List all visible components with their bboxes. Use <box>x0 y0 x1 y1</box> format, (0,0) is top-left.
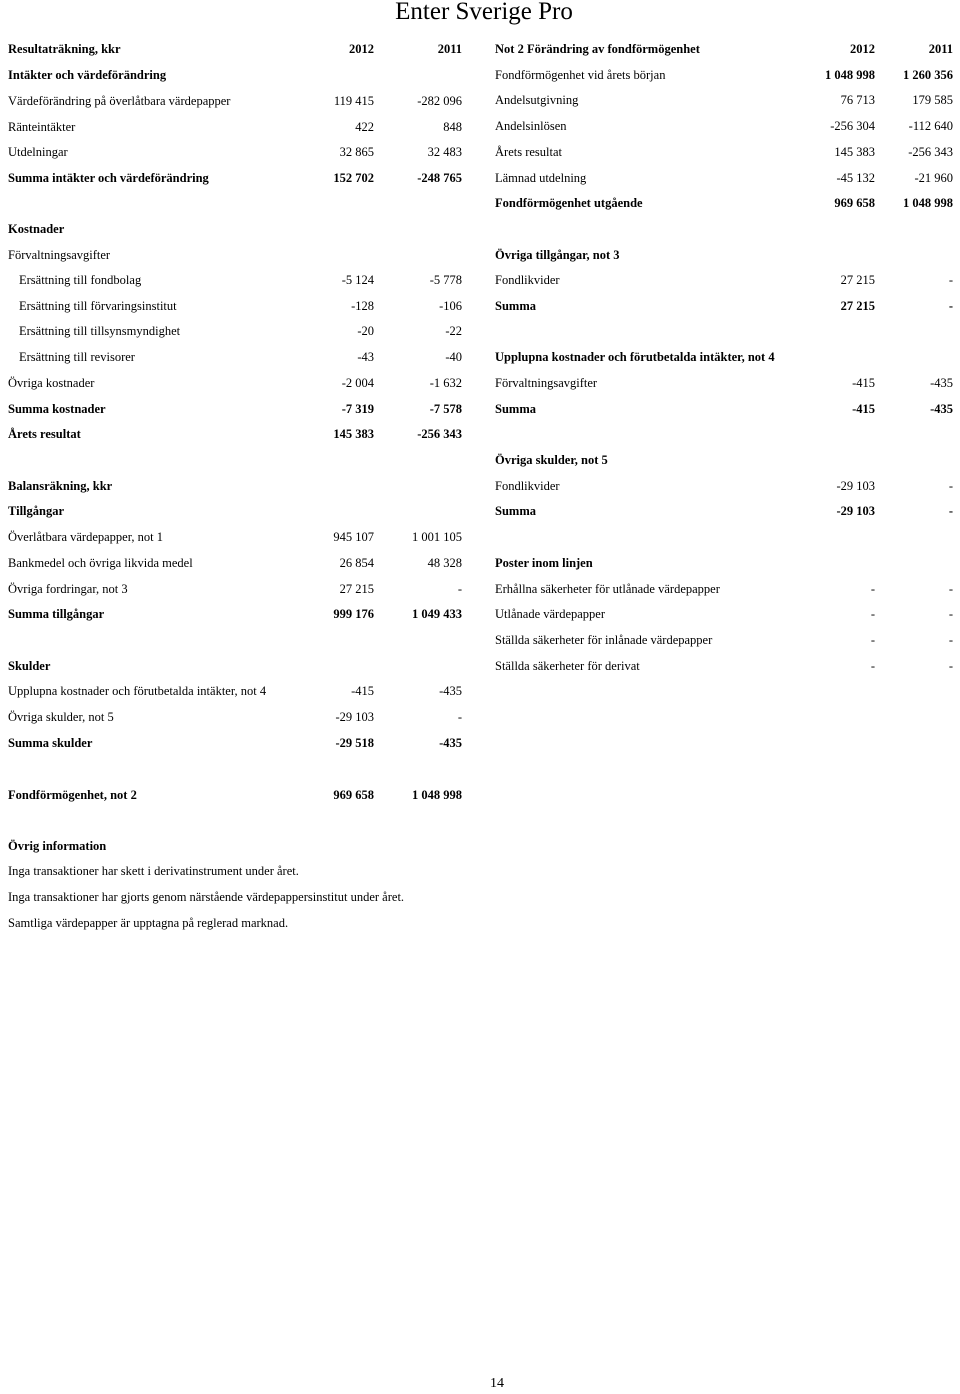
row-label: Övriga tillgångar, not 3 <box>495 248 620 262</box>
value-2012: 32 865 <box>339 145 374 159</box>
left-row <box>8 40 462 58</box>
left-row <box>8 708 462 726</box>
row-label: Värdeförändring på överlåtbara värdepapper <box>8 94 231 108</box>
row-label: Upplupna kostnader och förutbetalda intäkter, not 4 <box>8 684 267 698</box>
value-2012: 422 <box>355 120 374 134</box>
right-row <box>495 169 953 187</box>
row-label: Tillgångar <box>8 504 65 518</box>
value-2012: 27 215 <box>840 273 875 287</box>
value-2011: -435 <box>439 684 462 698</box>
value-2012: -45 132 <box>836 171 875 185</box>
row-label: Ränteintäkter <box>8 120 76 134</box>
left-row <box>8 118 462 136</box>
right-row <box>495 271 953 289</box>
right-row <box>495 451 953 469</box>
value-2011: -5 778 <box>429 273 462 287</box>
row-label: Förvaltningsavgifter <box>495 376 598 390</box>
value-2011: -22 <box>445 324 462 338</box>
value-2011: -21 960 <box>914 171 953 185</box>
left-row <box>8 220 462 238</box>
value-2012: -20 <box>357 324 374 338</box>
right-row <box>495 40 953 58</box>
value-2012: 1 048 998 <box>825 68 875 82</box>
left-row <box>8 862 462 880</box>
value-2012: -29 518 <box>335 736 374 750</box>
left-row <box>8 682 462 700</box>
row-label: Intäkter och värdeförändring <box>8 68 167 82</box>
row-label: Samtliga värdepapper är upptagna på reglerad marknad. <box>8 916 289 930</box>
row-label: Årets resultat <box>8 427 81 441</box>
value-2012: 145 383 <box>834 145 875 159</box>
right-row <box>495 348 953 366</box>
row-label: Erhållna säkerheter för utlånade värdepapper <box>495 582 720 596</box>
value-2012: -29 103 <box>335 710 374 724</box>
left-row <box>8 657 462 675</box>
right-row <box>495 297 953 315</box>
right-row <box>495 143 953 161</box>
right-row <box>495 554 953 572</box>
value-2011: -256 343 <box>908 145 953 159</box>
row-label: Upplupna kostnader och förutbetalda intäkter, not 4 <box>495 350 775 364</box>
right-row <box>495 631 953 649</box>
row-label: Summa skulder <box>8 736 93 750</box>
row-label: Bankmedel och övriga likvida medel <box>8 556 193 570</box>
value-2011: 1 048 998 <box>412 788 462 802</box>
right-row <box>495 374 953 392</box>
value-2012: -2 004 <box>341 376 374 390</box>
value-2012: - <box>870 582 875 596</box>
row-label: Övriga skulder, not 5 <box>8 710 114 724</box>
row-label: Summa <box>495 402 536 416</box>
value-2012: -43 <box>357 350 374 364</box>
left-row <box>8 477 462 495</box>
value-2012: -256 304 <box>830 119 875 133</box>
value-2011: 1 049 433 <box>412 607 462 621</box>
value-2011: - <box>948 633 953 647</box>
value-2012: 999 176 <box>333 607 374 621</box>
value-2011: 2011 <box>928 42 953 56</box>
value-2012: -7 319 <box>341 402 374 416</box>
value-2011: -435 <box>930 402 953 416</box>
row-label: Utlånade värdepapper <box>495 607 606 621</box>
row-label: Lämnad utdelning <box>495 171 587 185</box>
right-row <box>495 246 953 264</box>
value-2011: 848 <box>443 120 462 134</box>
left-row <box>8 528 462 546</box>
left-row <box>8 580 462 598</box>
row-label: Ställda säkerheter för derivat <box>495 659 640 673</box>
row-label: Ställda säkerheter för inlånade värdepapper <box>495 633 713 647</box>
value-2011: 179 585 <box>912 93 953 107</box>
row-label: Not 2 Förändring av fondförmögenhet <box>495 42 700 56</box>
row-label: Ersättning till tillsynsmyndighet <box>19 324 181 338</box>
left-row <box>8 271 462 289</box>
row-label: Andelsinlösen <box>495 119 567 133</box>
row-label: Summa kostnader <box>8 402 106 416</box>
row-label: Poster inom linjen <box>495 556 593 570</box>
right-row <box>495 477 953 495</box>
row-label: Övriga fordringar, not 3 <box>8 582 128 596</box>
row-label: Övriga kostnader <box>8 376 95 390</box>
value-2012: -415 <box>852 402 875 416</box>
row-label: Inga transaktioner har gjorts genom närstående värdepappersinstitut under året. <box>8 890 405 904</box>
value-2011: 48 328 <box>427 556 462 570</box>
row-label: Ersättning till förvaringsinstitut <box>19 299 177 313</box>
value-2011: -256 343 <box>417 427 462 441</box>
value-2012: - <box>870 633 875 647</box>
value-2012: 945 107 <box>333 530 374 544</box>
row-label: Summa <box>495 504 536 518</box>
value-2012: 152 702 <box>333 171 374 185</box>
value-2011: - <box>457 582 462 596</box>
left-row <box>8 888 462 906</box>
value-2012: 119 415 <box>333 94 374 108</box>
value-2012: 969 658 <box>834 196 875 210</box>
left-row <box>8 605 462 623</box>
value-2011: - <box>948 273 953 287</box>
row-label: Ersättning till fondbolag <box>19 273 142 287</box>
left-row <box>8 502 462 520</box>
left-row <box>8 914 462 932</box>
right-row <box>495 66 953 84</box>
row-label: Balansräkning, kkr <box>8 479 113 493</box>
right-row <box>495 605 953 623</box>
value-2012: - <box>870 659 875 673</box>
value-2011: - <box>948 479 953 493</box>
right-row <box>495 580 953 598</box>
value-2011: - <box>948 299 953 313</box>
value-2011: -435 <box>930 376 953 390</box>
left-row <box>8 322 462 340</box>
value-2012: 26 854 <box>339 556 374 570</box>
right-row <box>495 117 953 135</box>
value-2011: - <box>948 582 953 596</box>
row-label: Fondförmögenhet utgående <box>495 196 643 210</box>
value-2012: -128 <box>351 299 374 313</box>
value-2011: -282 096 <box>417 94 462 108</box>
value-2011: -106 <box>439 299 462 313</box>
value-2011: 1 001 105 <box>412 530 462 544</box>
page-title: Enter Sverige Pro <box>395 0 573 25</box>
left-row <box>8 734 462 752</box>
value-2012: 76 713 <box>840 93 875 107</box>
left-row <box>8 348 462 366</box>
right-row <box>495 400 953 418</box>
left-row <box>8 554 462 572</box>
value-2012: 27 215 <box>840 299 875 313</box>
right-row <box>495 91 953 109</box>
value-2011: - <box>948 607 953 621</box>
row-label: Skulder <box>8 659 51 673</box>
row-label: Ersättning till revisorer <box>19 350 135 364</box>
left-row <box>8 400 462 418</box>
value-2011: - <box>948 659 953 673</box>
row-label: Årets resultat <box>495 145 562 159</box>
value-2012: -5 124 <box>341 273 374 287</box>
value-2012: - <box>870 607 875 621</box>
row-label: Fondförmögenhet vid årets början <box>495 68 666 82</box>
value-2011: -7 578 <box>429 402 462 416</box>
row-label: Fondlikvider <box>495 273 560 287</box>
value-2012: 2012 <box>349 42 374 56</box>
left-row <box>8 246 462 264</box>
value-2011: -112 640 <box>908 119 953 133</box>
value-2012: -415 <box>351 684 374 698</box>
row-label: Inga transaktioner har skett i derivatinstrument under året. <box>8 864 299 878</box>
left-row <box>8 66 462 84</box>
row-label: Fondlikvider <box>495 479 560 493</box>
value-2011: - <box>457 710 462 724</box>
left-row <box>8 169 462 187</box>
row-label: Kostnader <box>8 222 65 236</box>
value-2012: 145 383 <box>333 427 374 441</box>
row-label: Fondförmögenhet, not 2 <box>8 788 137 802</box>
right-row <box>495 657 953 675</box>
left-row <box>8 837 462 855</box>
page-number: 14 <box>490 1376 504 1391</box>
left-row <box>8 297 462 315</box>
value-2012: 27 215 <box>339 582 374 596</box>
value-2011: 32 483 <box>427 145 462 159</box>
right-row <box>495 194 953 212</box>
row-label: Övriga skulder, not 5 <box>495 453 608 467</box>
value-2012: 2012 <box>850 42 875 56</box>
value-2011: 1 260 356 <box>903 68 953 82</box>
row-label: Övrig information <box>8 839 107 853</box>
left-row <box>8 143 462 161</box>
left-row <box>8 374 462 392</box>
row-label: Summa intäkter och värdeförändring <box>8 171 209 185</box>
row-label: Andelsutgivning <box>495 93 579 107</box>
value-2011: -40 <box>445 350 462 364</box>
value-2011: -248 765 <box>417 171 462 185</box>
value-2011: 1 048 998 <box>903 196 953 210</box>
row-label: Summa <box>495 299 536 313</box>
value-2011: 2011 <box>437 42 462 56</box>
row-label: Förvaltningsavgifter <box>8 248 111 262</box>
row-label: Summa tillgångar <box>8 607 105 621</box>
left-row <box>8 92 462 110</box>
value-2011: - <box>948 504 953 518</box>
value-2011: -1 632 <box>429 376 462 390</box>
value-2012: -29 103 <box>836 479 875 493</box>
row-label: Resultaträkning, kkr <box>8 42 121 56</box>
value-2012: -415 <box>852 376 875 390</box>
left-row <box>8 425 462 443</box>
row-label: Överlåtbara värdepapper, not 1 <box>8 530 163 544</box>
value-2012: -29 103 <box>836 504 875 518</box>
row-label: Utdelningar <box>8 145 68 159</box>
value-2011: -435 <box>439 736 462 750</box>
right-row <box>495 502 953 520</box>
left-row <box>8 786 462 804</box>
value-2012: 969 658 <box>333 788 374 802</box>
